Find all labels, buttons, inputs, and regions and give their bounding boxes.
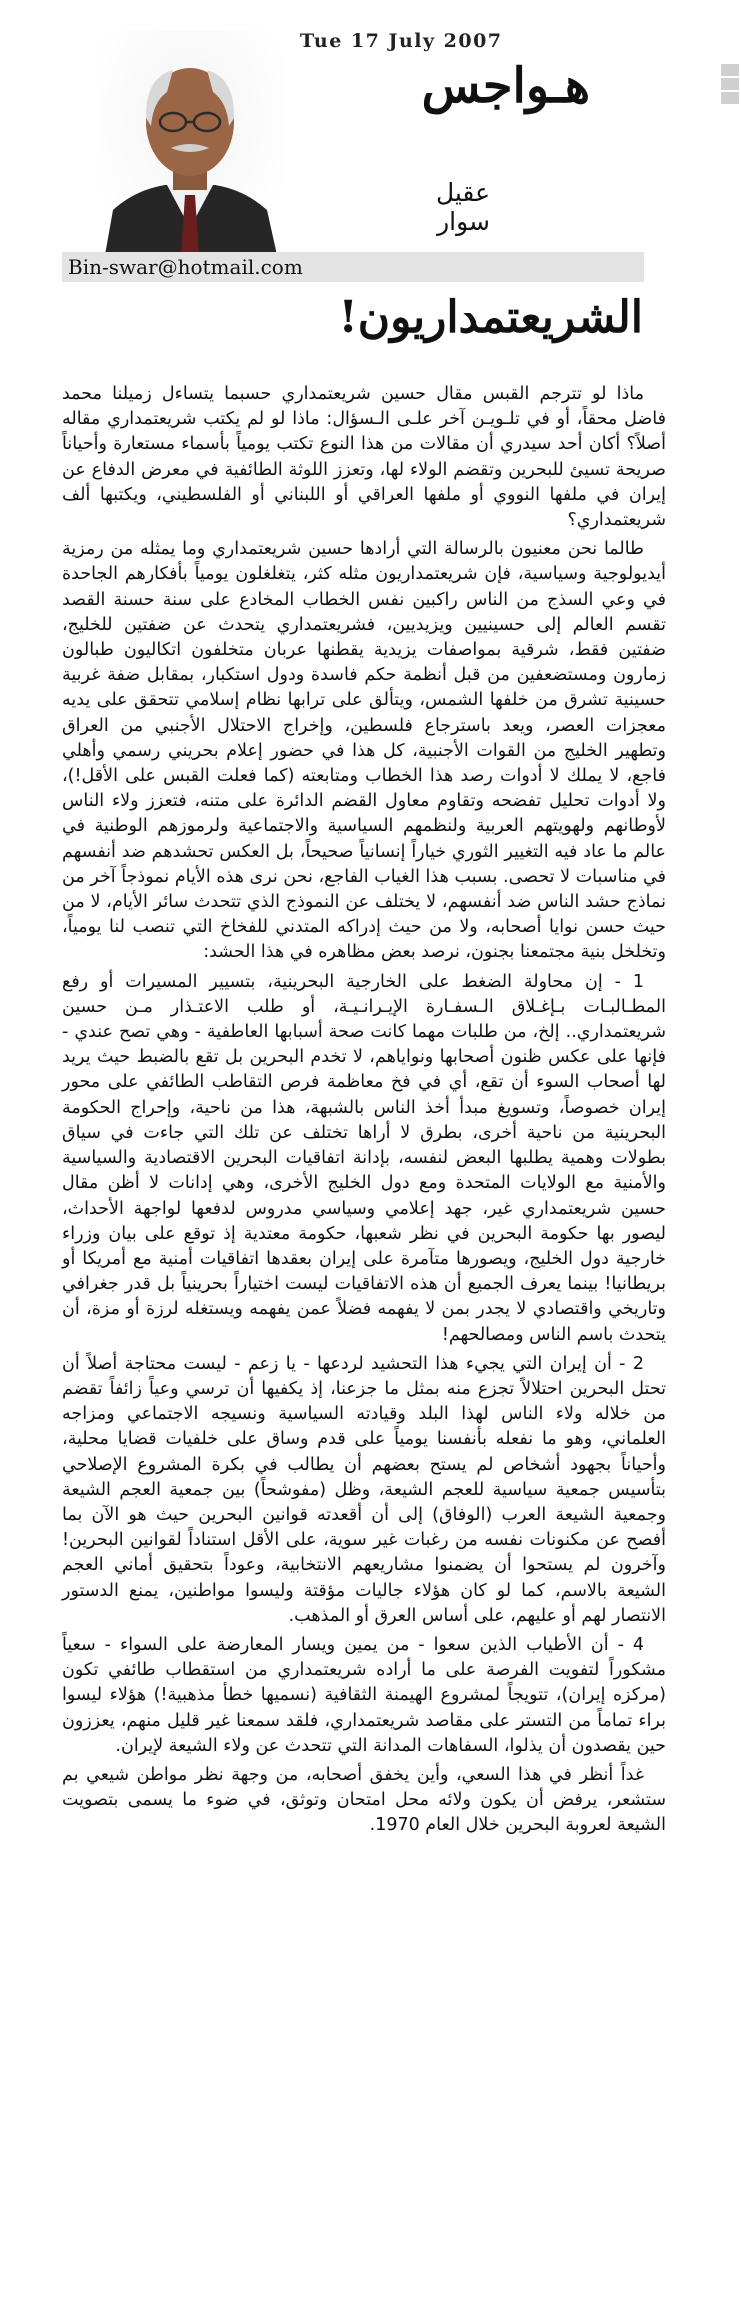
article-headline: الشريعتمداريون!: [338, 292, 643, 343]
column-title: هـواجس: [421, 58, 590, 114]
side-mark: [721, 78, 739, 90]
article-paragraph: غداً أنظر في هذا السعي، وأين يخفق أصحابه، من وجهة نظر مواطن شيعي بم ستشعر، يرفض أن يكون ولائه محل امتحان وتوثق، في ضوء ما يسمى بتصويت الشيعة لعروبة البحرين خلال العام 1970.: [62, 1764, 666, 1836]
article-paragraph: 2 - أن إيران التي يجيء هذا التحشيد لردعها - يا زعم - ليست محتاجة أصلاً أن تحتل البحرين احتلالاً تجزع منه بمثل ما جزعنا، إذ يكفيها أن ترسي وعياً زائفاً تقضم من خلاله ولاء الناس لهذا البلد وقيادته السياسية ونسيجه الاجتماعي ومزاجه العلماني، وهو ما نفعله بأنفسنا يومياً على قدم وساق على خلفيات قضايا محلية، وأحياناً بجهود أشخاص لم يستح بعضهم أن يطالب في بكرة المشروع الإصلاحي بتأسيس جمعية سياسية للعجم الشيعة، وظل (مفوشحاً) بين جمعية العجم الشيعة وجمعية الشيعة العرب (الوفاق) إلى أن أقعدته قوانين البحرين حيث هو الآن بما أفصح عن مكنونات نفسه من رغبات غير سوية، على الأقل استناداً لقوانين البحرين! وآخرون لم يستحوا أن يضمنوا مشاريعهم الانتخابية، وعوداً بتحقيق أماني العجم الشيعة بالاسم، كما لو كان هؤلاء جاليات مؤقتة وليسوا مواطنين، يمنع الدستور الانتصار لهم أو عليهم، على أساس العرق أو المذهب.: [62, 1353, 666, 1626]
publication-date: Tue 17 July 2007: [300, 30, 503, 52]
article-paragraph: 4 - أن الأطياب الذين سعوا - من يمين ويسار المعارضة على السواء - سعياً مشكوراً لتفويت الفرصة على ما أراده شريعتمداري من استقطاب طائفي تكون (مركزه إيران)، تتويجاً لمشروع الهيمنة الثقافية (نسميها خطأ مذهبية!) هؤلاء ليسوا براء تماماً من التستر على مقاصد شريعتمداري، فلقد سمعنا غير قليل منهم، يعززون حين يقصدون أن يذلوا، السفاهات المدانة التي تتحدث عن ولاء الشيعة لإيران.: [62, 1634, 666, 1756]
side-mark: [721, 92, 739, 104]
side-marks: [721, 64, 739, 106]
article-paragraph: طالما نحن معنيون بالرسالة التي أرادها حسين شريعتمداري وما يمثله من رمزية أيديولوجية وسياسية، فإن شريعتمداريون مثله كثر، يتغلغلون يومياً بأفكارهم الجاحدة في وعي السذج من الناس راكبين نفس الخطاب المخادع على سنة حسنة القصد تقسم العالم إلى حسينيين ويزيديين، فشريعتمداري يتحدث عن ضفتين للخليج، ضفتين فقط، شرقية بمواصفات يزيدية يقطنها عربان متخلفون اتكاليون طبالون زمارون ومستضعفين من قبل أنظمة حكم فاسدة ودول استكبار، بمقابل ضفة غربية حسينية تشرق من خلفها الشمس، ويتألق على ترابها نظام إسلامي تتحقق على يديه معجزات العصر، ويعد باسترجاع فلسطين، وإخراج الاحتلال الأجنبي من العراق وتطهير الخليج من القوات الأجنبية، كل هذا في حضور إعلام بحريني رسمي وأهلي فاجع، لا يملك لا أدوات رصد هذا الخطاب ومتابعته (كما فعلت القبس على الأقل!)، ولا أدوات تحليل تفضحه وتقاوم معاول القضم الدائرة على متنه، فتعزز ولاء الناس لأوطانهم ولهويتهم العربية ولنظمهم السياسية والاجتماعية ولرموزهم الوطنية في عالم ما عاد فيه التغيير الثوري خياراً إنسانياً صحيحاً، بل العكس تحشدهم ضد أنفسهم في مناسبات لا تحصى. بسبب هذا الغياب الفاجع، نحن نرى هذه الأيام نموذجاً آخر من نماذج حشد الناس ضد أنفسهم، لا يختلف عن النموذج الذي تتحدث سائر الأيام، لا من حيث حسن نوايا أصحابه، ولا من حيث إدراكه المتدني للفخاخ التي تنصب لنا يومياً، وتخلخل بنية مجتمعنا بجنون، نرصد بعض مظاهره في هذا الحشد:: [62, 539, 666, 963]
article-body: [62, 382, 666, 1843]
side-mark: [721, 64, 739, 76]
author-name: عقيل سوار: [435, 178, 490, 236]
author-email: Bin-swar@hotmail.com: [68, 255, 303, 279]
article-paragraph: 1 - إن محاولة الضغط على الخارجية البحرينية، بتسيير المسيرات أو رفع المطـالبـات بـإغـلاق الـسفـارة الإيـرانـيـة، أو طلب الاعتـذار مـن حسين شريعتمداري.. إلخ، من طلبات مهما كانت صحة أسبابها العاطفية - وهي تصح عندي - فإنها على عكس ظنون أصحابها ونواياهم، لا تخدم البحرين بل تقع بالضبط حيث يريد لها أصحاب السوء أن تقع، أي في فخ معاظمة فرص التقاطب الطائفي على محور إيران خصوصاً، وتسويغ مبدأ أخذ الناس بالشبهة، هذا من ناحية، وإحراج الحكومة البحرينية من ناحية أخرى، بطرق لا أراها تختلف عن تلك التي جاءت في سياق بطولات وهمية يطلبها البعض لنفسه، بإدانة اتفاقيات البحرين الاقتصادية والسياسية والأمنية مع الولايات المتحدة ومع دول الخليج الأخرى، وهي إدانات لا أظن مقال حسين شريعتمداري غير، جهد إعلامي وسياسي مدروس لدفعها لواجهة الأحداث، ليصور بها حكومة البحرين في نظر شعبها، حكومة معتدية إذ توقع على بيان وزراء خارجية دول الخليج، ويصورها متآمرة على إيران بعقدها اتفاقيات أمنية مع أمريكا أو بريطانيا! بينما يعرف الجميع أن هذه الاتفاقيات ليست اختياراً بحرينياً بل قدر جغرافي وتاريخي واقتصادي لا يجدر بمن لا يفهمه فضلاً عمن يفهمه ويستغله لرزة أو مزة، أن يتحدث باسم الناس ومصالحهم!: [62, 971, 666, 1345]
author-portrait-image: [95, 30, 285, 255]
author-photo: [95, 30, 285, 255]
side-strip: [721, 0, 741, 2316]
article-paragraph: ماذا لو تترجم القبس مقال حسين شريعتمداري حسبما يتساءل زميلنا محمد فاضل محقاً، أو في تلـويـن آخر علـى الـسؤال: ماذا لو لم يكتب شريعتمداري مقاله أصلاً؟ أكان أحد سيدري أن مقالات من هذا النوع تكتب يومياً بأسماء مستعارة وأحياناً صريحة تسيئ للبحرين وتقضم الولاء لها، وتعزز اللوثة الطائفية في معرض الدفاع عن إيران في ملفها النووي أو ملفها العراقي أو اللبناني أو الفلسطيني، ويكتبها ألف شريعتمداري؟: [62, 384, 666, 531]
